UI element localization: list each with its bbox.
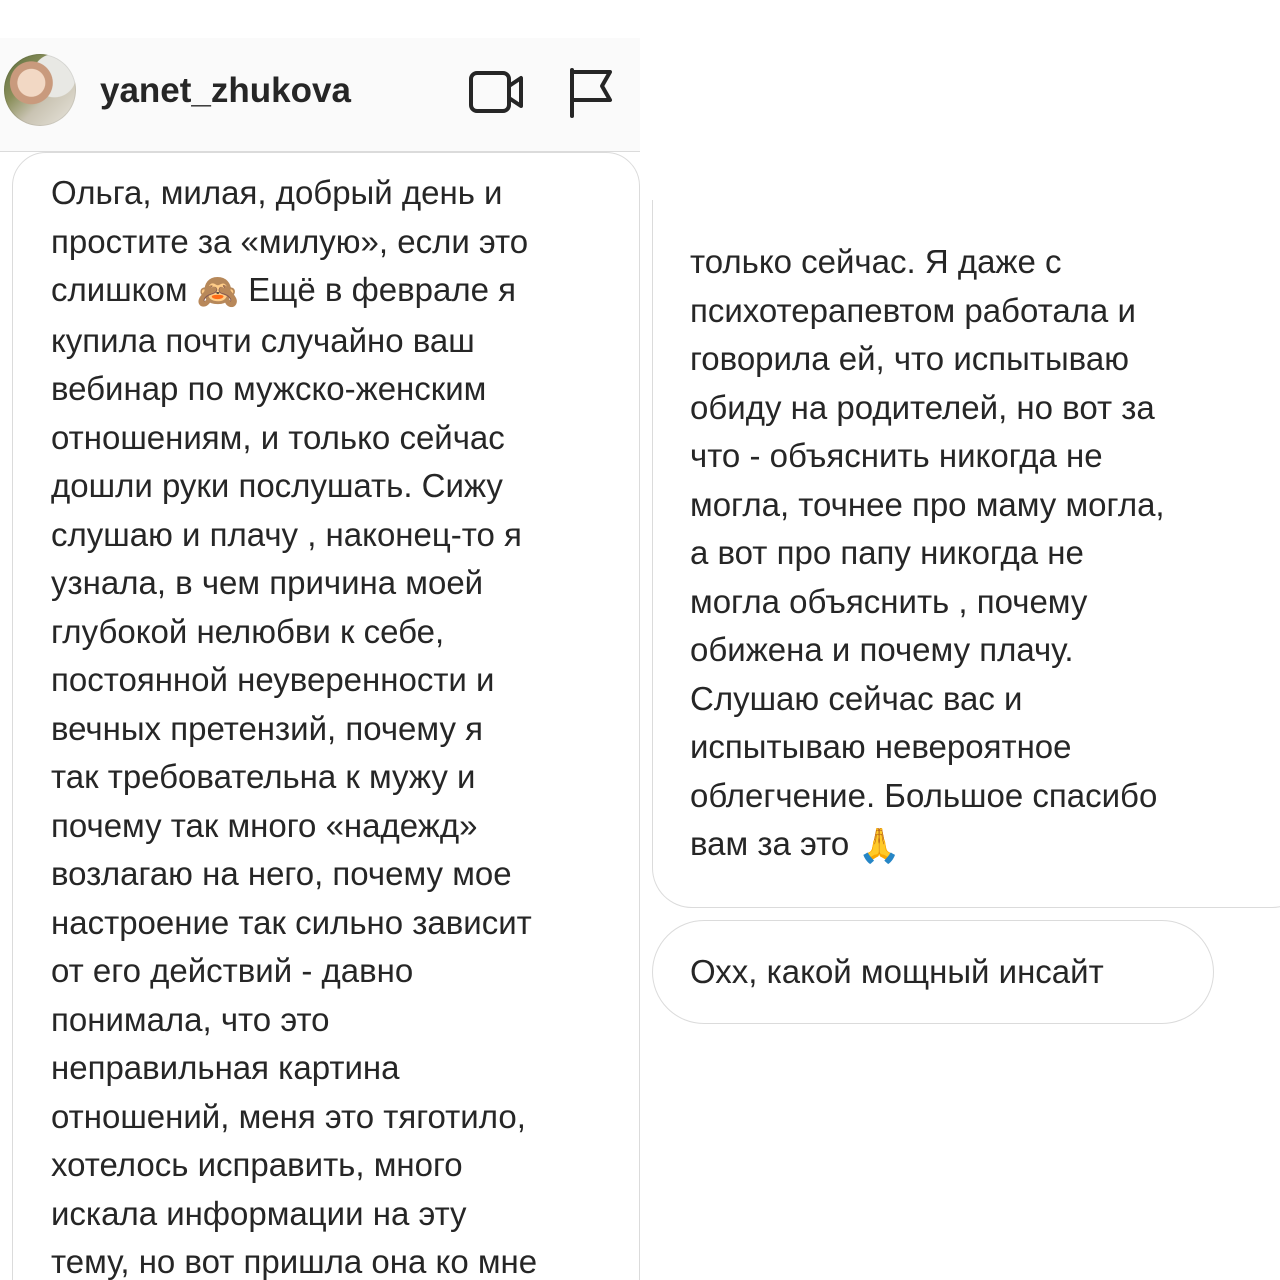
folded-hands-icon: 🙏 [858, 826, 901, 866]
msg-line: узнала, в чем причина моей [51, 564, 484, 601]
msg-line: простите за «милую», если это [51, 222, 529, 260]
message-text [690, 238, 1280, 871]
chat-header [0, 38, 640, 152]
incoming-message-bubble [12, 152, 640, 1280]
msg-line: могла объяснить , почему [690, 582, 1088, 620]
msg-line: понимала, что это [51, 1000, 330, 1038]
msg-line: психотерапевтом работала и [690, 291, 1136, 329]
reply-message-text: Охх, какой мощный инсайт [690, 953, 1104, 990]
msg-line: обижена и почему плачу. [690, 631, 1074, 668]
msg-line: купила почти случайно ваш [51, 321, 475, 359]
msg-line: неправильная картина [51, 1049, 400, 1086]
msg-line: вам за это [690, 825, 850, 862]
msg-line: обиду на родителей, но вот за [690, 388, 1155, 426]
msg-line: глубокой нелюбви к себе, [51, 612, 445, 650]
msg-line: искала информации на эту [51, 1194, 467, 1232]
msg-line: что - объяснить никогда не [690, 437, 1103, 474]
msg-line: а вот про папу никогда не [690, 534, 1084, 571]
message-text [51, 169, 639, 1280]
msg-line: от его действий - давно [51, 952, 414, 989]
msg-line: говорила ей, что испытываю [690, 340, 1129, 377]
msg-line: Ещё в феврале я [248, 271, 516, 308]
msg-line: так требовательна к мужу и [51, 758, 476, 795]
msg-line: могла, точнее про маму могла, [690, 485, 1165, 523]
msg-line: настроение так сильно зависит [51, 903, 532, 941]
see-no-evil-monkey-icon: 🙈 [196, 272, 240, 312]
msg-line: слушаю и плачу , наконец-то я [51, 515, 522, 553]
msg-line: отношениям, и только сейчас [51, 418, 505, 456]
username[interactable]: yanet_zhukova [100, 71, 351, 110]
avatar[interactable] [4, 54, 76, 126]
incoming-message-bubble-continued [652, 200, 1280, 908]
msg-line: отношений, меня это тяготило, [51, 1097, 526, 1135]
msg-line: Ольга, милая, добрый день и [51, 174, 503, 211]
msg-line: почему так много «надежд» [51, 806, 478, 844]
msg-line: вечных претензий, почему я [51, 709, 483, 747]
msg-line: тему, но вот пришла она ко мне [51, 1243, 538, 1280]
msg-line: Слушаю сейчас вас и [690, 679, 1023, 717]
msg-line: возлагаю на него, почему мое [51, 855, 512, 892]
msg-line: слишком [51, 271, 188, 308]
msg-line: вебинар по мужско-женским [51, 370, 487, 407]
flag-icon[interactable] [562, 64, 622, 120]
msg-line: только сейчас. Я даже с [690, 243, 1062, 280]
msg-line: постоянной неуверенности и [51, 661, 495, 698]
msg-line: хотелось исправить, много [51, 1146, 463, 1183]
msg-line: испытываю невероятное [690, 728, 1072, 765]
video-camera-icon[interactable] [466, 64, 526, 120]
msg-line: дошли руки послушать. Сижу [51, 467, 503, 504]
msg-line: облегчение. Большое спасибо [690, 776, 1158, 814]
reply-message-bubble [652, 920, 1214, 1024]
